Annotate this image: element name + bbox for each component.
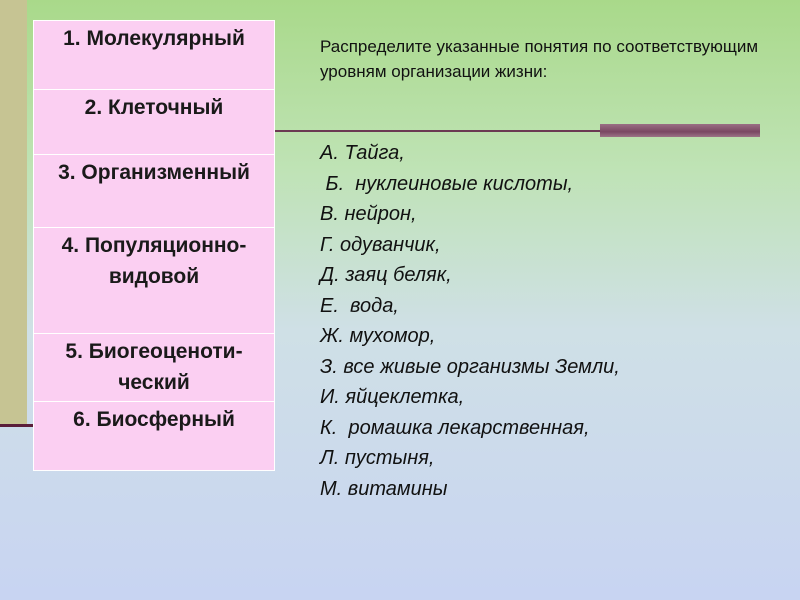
side-decoration-line <box>0 424 35 427</box>
level-cell-1: 1. Молекулярный <box>34 21 275 90</box>
list-item: Б. нуклеиновые кислоты, <box>320 172 574 195</box>
level-cell-4: 4. Популяционно-видовой <box>34 228 275 334</box>
concept-list <box>320 138 620 504</box>
level-cell-2: 2. Клеточный <box>34 90 275 155</box>
side-decoration-strip <box>0 0 27 425</box>
table-row <box>34 21 275 90</box>
list-item: Е. вода, <box>320 294 399 317</box>
list-item: Л. пустыня, <box>320 447 435 469</box>
table-row <box>34 90 275 155</box>
list-item: Ж. мухомор, <box>320 325 436 347</box>
level-cell-3: 3. Организменный <box>34 155 275 228</box>
list-item: Г. одуванчик, <box>320 233 441 256</box>
table-row <box>34 228 275 334</box>
table-row <box>34 334 275 402</box>
levels-table <box>33 20 275 471</box>
task-instruction: Распределите указанные понятия по соответствующим уровням организации жизни: <box>320 37 759 81</box>
list-item: З. все живые организмы Земли, <box>320 355 620 378</box>
list-item: А. Тайга, <box>320 142 405 164</box>
level-cell-6: 6. Биосферный <box>34 402 275 471</box>
level-cell-5: 5. Биогеоценоти-ческий <box>34 334 275 402</box>
table-row <box>34 155 275 228</box>
list-item: В. нейрон, <box>320 203 417 225</box>
list-item: И. яйцеклетка, <box>320 386 465 408</box>
list-item: К. ромашка лекарственная, <box>320 416 590 439</box>
list-item: Д. заяц беляк, <box>320 264 452 286</box>
table-row <box>34 402 275 471</box>
divider-bar <box>600 124 760 137</box>
list-item: М. витамины <box>320 477 448 500</box>
